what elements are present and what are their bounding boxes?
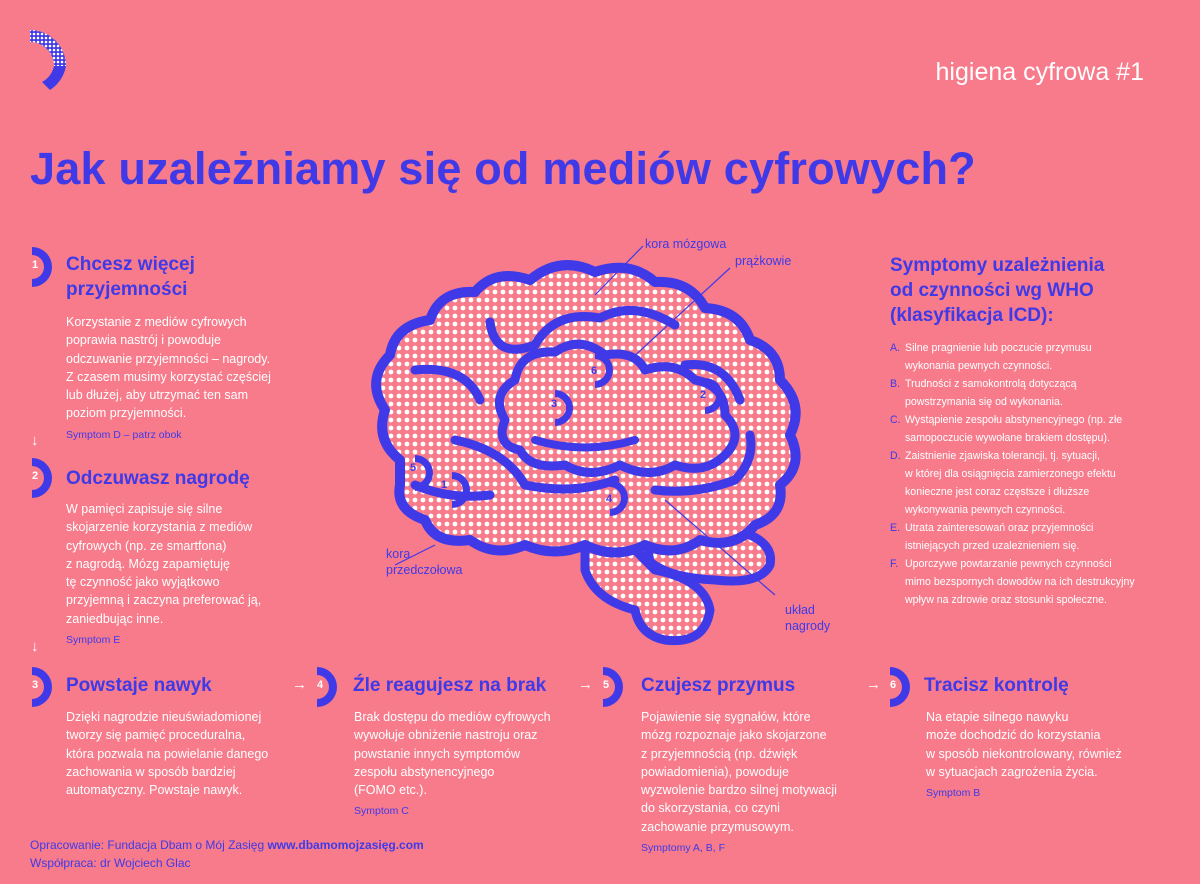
- step-5-ref: Symptomy A, B, F: [641, 842, 726, 855]
- footer-credit: Opracowanie: Fundacja Dbam o Mój Zasięg: [30, 838, 265, 852]
- step-4-number: 4: [315, 666, 345, 708]
- step-2-number: 2: [30, 457, 60, 499]
- step-1-text: Korzystanie z mediów cyfrowych poprawia nastrój i powoduje odczuwanie przyjemności – nagrody. Z czasem musimy korzystać częściej lub dłużej, aby utrzymać ten sam poziom przyjemności. Symptom D – patrz obok: [66, 313, 271, 444]
- step-4-ref: Symptom C: [354, 805, 409, 818]
- series-title: higiena cyfrowa #1: [935, 58, 1144, 86]
- step-3-text: Dzięki nagrodzie nieuświadomionej tworzy się pamięć proceduralna, która pozwala na powielanie danego zachowania w sposób bardziej automatyczny. Powstaje nawyk.: [66, 710, 269, 798]
- step-1-number: 1: [30, 246, 60, 288]
- step-2-title: Odczuwasz nagrodę: [66, 468, 250, 489]
- footer: [30, 836, 424, 872]
- page-title: Jak uzależniamy się od mediów cyfrowych?: [30, 143, 976, 194]
- list-item: C. Wystąpienie zespołu abstynencyjnego (np. złe samopoczucie wywołane brakiem dostępu).: [890, 414, 1123, 444]
- arrow-down-icon: ↓: [31, 432, 39, 449]
- step-6-ref: Symptom B: [926, 787, 981, 800]
- arrow-right-icon: →: [578, 676, 593, 693]
- arrow-right-icon: →: [866, 676, 881, 693]
- step-6-number: 6: [888, 666, 918, 708]
- step-4-text: Brak dostępu do mediów cyfrowych wywołuje obniżenie nastroju oraz powstanie innych symptomów zespołu abstynencyjnego (FOMO etc.). Symptom C: [354, 708, 551, 821]
- step-3-number: 3: [30, 666, 60, 708]
- step-1-ref: Symptom D – patrz obok: [66, 428, 182, 441]
- footer-link[interactable]: www.dbamomojzasięg.com: [267, 838, 424, 852]
- arrow-right-icon: →: [292, 676, 307, 693]
- logo-icon: [28, 28, 70, 92]
- step-2-ref: Symptom E: [66, 634, 121, 647]
- step-1-title: Chcesz więcej przyjemności: [66, 254, 195, 300]
- list-item: B. Trudności z samokontrolą dotyczącą powstrzymania się od wykonania.: [890, 378, 1077, 408]
- step-5-number: 5: [601, 666, 631, 708]
- step-2-text: W pamięci zapisuje się silne skojarzenie korzystania z mediów cyfrowych (np. ze smartfona) z nagrodą. Mózg zapamiętuję tę czynność jako wyjątkowo przyjemną i zaczyna preferować ją, zaniedbując inne. Symptom E: [66, 500, 261, 649]
- step-5-title: Czujesz przymus: [641, 675, 796, 696]
- arrow-down-icon: ↓: [31, 638, 39, 655]
- list-item: D. Zaistnienie zjawiska tolerancji, tj. sytuacji, w której dla osiągnięcia zamierzonego efektu konieczne jest coraz częstsze i dłuższe wykonywania pewnych czynności.: [890, 450, 1116, 516]
- footer-cooperation: Współpraca: dr Wojciech Glac: [30, 856, 191, 870]
- label-prefrontal: kora przedczołowa: [386, 547, 463, 577]
- marker-5: 5: [410, 462, 417, 474]
- logo: [28, 28, 70, 92]
- step-5-text: Pojawienie się sygnałów, które mózg rozpoznaje jako skojarzone z przyjemnością (np. dźwięk powiadomienia), powoduje wyzwolenie bardzo silnej motywacji do skorzystania, co czyni zachowanie przymusowym. Symptomy A, B, F: [641, 708, 837, 857]
- label-cortex: kora mózgowa: [645, 237, 727, 251]
- brain-illustration: [355, 240, 855, 670]
- marker-1: 1: [441, 479, 448, 491]
- step-6-text: Na etapie silnego nawyku może dochodzić do korzystania w sposób niekontrolowany, również w sytuacjach zagrożenia życia. Symptom B: [926, 708, 1122, 802]
- step-4-title: Źle reagujesz na brak: [353, 675, 547, 696]
- marker-2: 2: [700, 389, 707, 401]
- who-symptoms-title: Symptomy uzależnienia od czynności wg WHO (klasyfikacja ICD):: [890, 255, 1105, 326]
- list-item: A. Silne pragnienie lub poczucie przymusu wykonania pewnych czynności.: [890, 342, 1092, 372]
- marker-6: 6: [591, 365, 598, 377]
- label-reward-system: układ nagrody: [785, 603, 831, 633]
- step-3-title: Powstaje nawyk: [66, 675, 212, 696]
- marker-3: 3: [551, 398, 558, 410]
- label-striatum: prążkowie: [735, 254, 792, 268]
- step-6-title: Tracisz kontrolę: [924, 675, 1069, 696]
- who-symptoms-list: [890, 339, 1180, 609]
- marker-4: 4: [606, 493, 613, 505]
- list-item: E. Utrata zainteresowań oraz przyjemności istniejących przed uzależnieniem się.: [890, 522, 1094, 552]
- list-item: F. Uporczywe powtarzanie pewnych czynności mimo bezspornych dowodów na ich destrukcyjny wpływ na zdrowie oraz stosunki społeczne.: [890, 558, 1135, 606]
